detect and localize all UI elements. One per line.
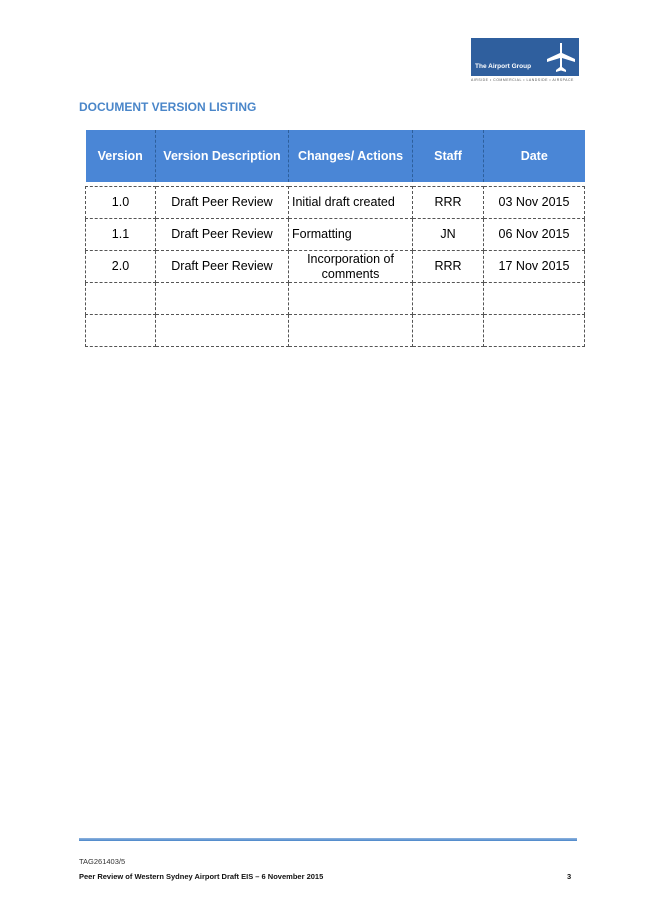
table-cell: 06 Nov 2015: [484, 219, 585, 251]
table-cell: [156, 315, 289, 347]
table-cell: [413, 315, 484, 347]
page-title: DOCUMENT VERSION LISTING: [79, 100, 257, 114]
table-cell: 1.0: [86, 187, 156, 219]
logo-text: The Airport Group: [475, 63, 532, 70]
logo-tagline: AIRSIDE • COMMERCIAL • LANDSIDE • AIRSPACE: [471, 78, 574, 82]
table-header-row: [86, 130, 585, 182]
table-cell: [413, 283, 484, 315]
page-number: 3: [567, 872, 572, 881]
table-cell: [156, 283, 289, 315]
table-cell: [289, 315, 413, 347]
table-cell: RRR: [413, 251, 484, 283]
table-cell: [484, 283, 585, 315]
table-row: [86, 315, 585, 347]
table-row: [86, 283, 585, 315]
table-row: [86, 251, 585, 283]
table-cell: 1.1: [86, 219, 156, 251]
company-logo: [471, 38, 579, 76]
table-cell: Draft Peer Review: [156, 219, 289, 251]
table-cell: [86, 315, 156, 347]
table-cell: Initial draft created: [289, 187, 413, 219]
document-id: TAG261403/5: [79, 857, 126, 866]
table-cell: Draft Peer Review: [156, 251, 289, 283]
column-header-changes-actions: Changes/ Actions: [289, 130, 413, 182]
table-cell: Incorporation of comments: [289, 251, 413, 283]
column-header-staff: Staff: [413, 130, 484, 182]
footer-document-title: Peer Review of Western Sydney Airport Draft EIS – 6 November 2015: [79, 872, 324, 881]
table-row: [86, 187, 585, 219]
column-header-version-description: Version Description: [156, 130, 289, 182]
table-cell: 2.0: [86, 251, 156, 283]
table-cell: Formatting: [289, 219, 413, 251]
table-cell: 03 Nov 2015: [484, 187, 585, 219]
table-row: [86, 219, 585, 251]
table-cell: Draft Peer Review: [156, 187, 289, 219]
table-cell: RRR: [413, 187, 484, 219]
table-cell: [484, 315, 585, 347]
column-header-version: Version: [86, 130, 156, 182]
airplane-icon: [545, 41, 577, 73]
table-cell: 17 Nov 2015: [484, 251, 585, 283]
table-cell: JN: [413, 219, 484, 251]
footer-divider: [79, 838, 577, 841]
version-table: [85, 130, 585, 347]
table-cell: [86, 283, 156, 315]
table-cell: [289, 283, 413, 315]
column-header-date: Date: [484, 130, 585, 182]
